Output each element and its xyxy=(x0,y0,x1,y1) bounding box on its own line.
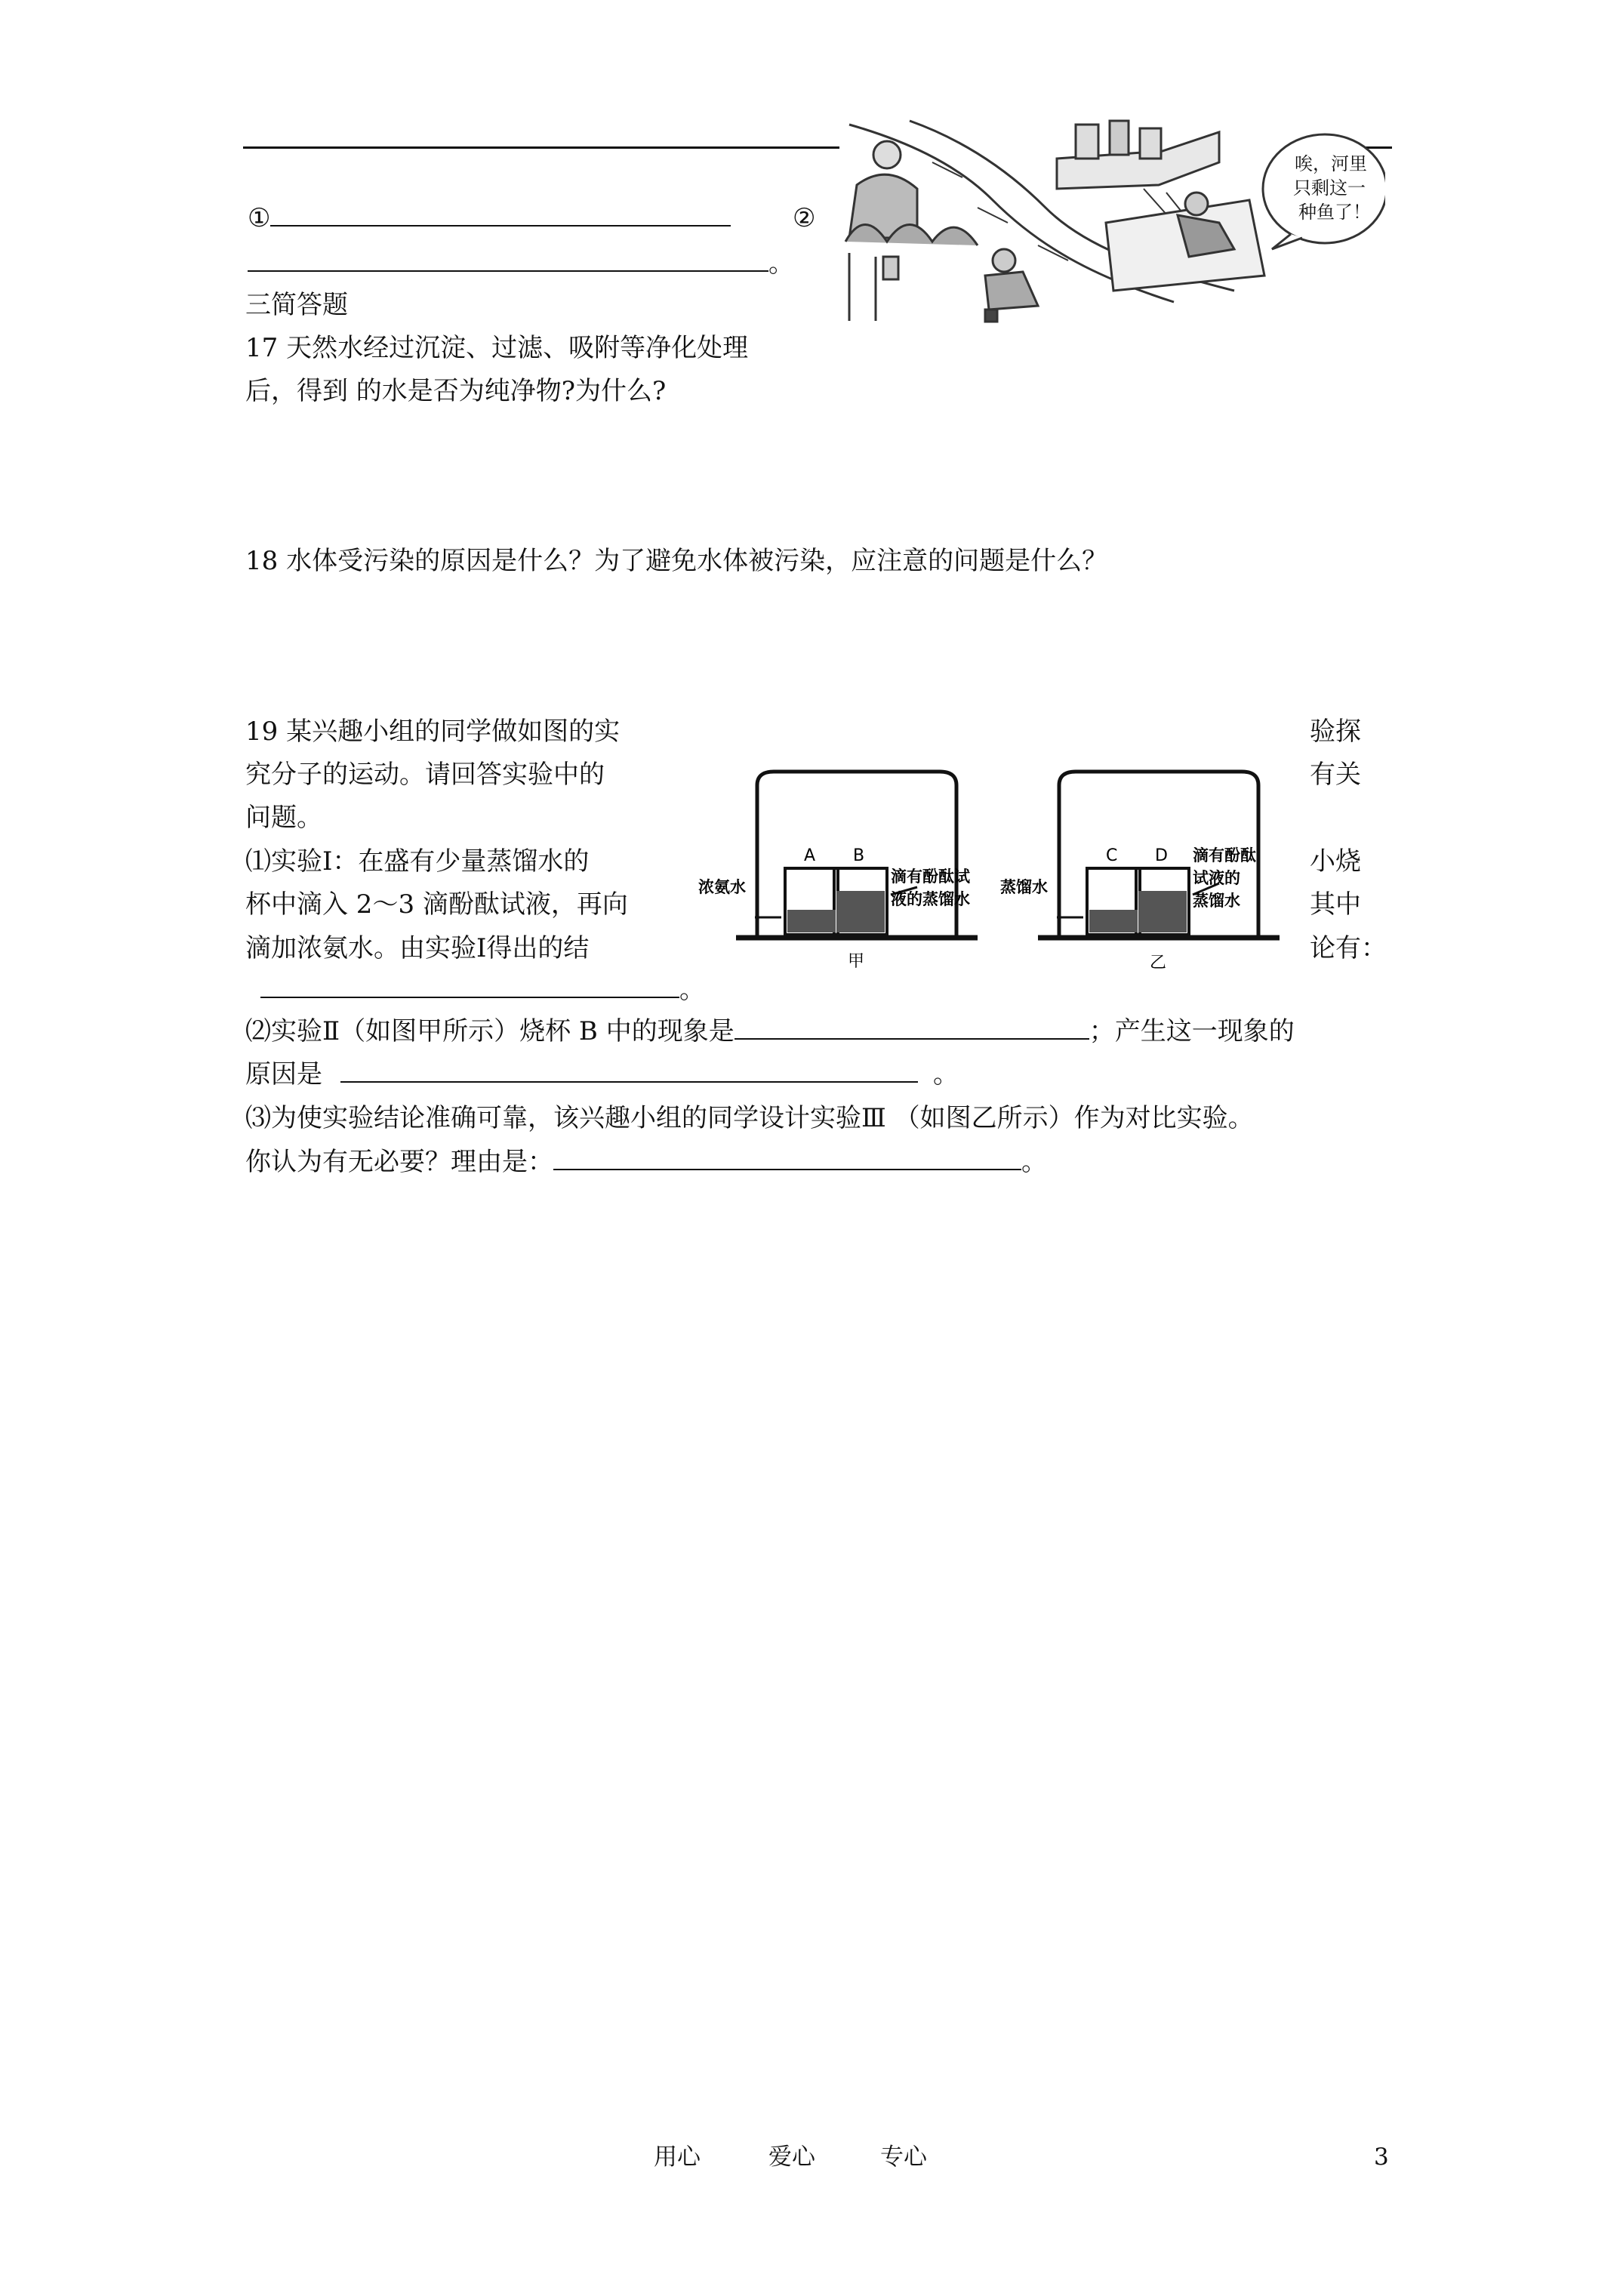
q19-l5-left: 杯中滴入 2～3 滴酚酞试液，再向 xyxy=(245,889,628,920)
blank-two[interactable] xyxy=(248,248,768,272)
q18-text: 18 水体受污染的原因是什么？为了避免水体被污染，应注意的问题是什么？ xyxy=(245,546,1108,576)
right-text-phenol-3: 蒸馏水 xyxy=(1193,892,1240,910)
q19-p2-c: 原因是 xyxy=(245,1059,322,1089)
q19-l1-left: 19 某兴趣小组的同学做如图的实 xyxy=(245,717,621,747)
q19-l7 xyxy=(260,974,705,1006)
q19-p2-d: 。 xyxy=(933,1059,959,1089)
q19-l4-right: 小烧 xyxy=(1310,846,1361,877)
blank-two-line xyxy=(248,248,794,280)
q19-l6-right: 论有： xyxy=(1310,933,1387,963)
right-text-water: 蒸馏水 xyxy=(1000,878,1048,896)
q19-conclusion-blank[interactable] xyxy=(260,974,679,998)
right-caption: 乙 xyxy=(1150,954,1167,970)
right-text-phenol-1: 滴有酚酞 xyxy=(1193,846,1256,864)
cartoon-speech-3: 种鱼了！ xyxy=(1298,202,1371,223)
q17-line2: 后，得到 的水是否为纯净物?为什么? xyxy=(245,376,667,406)
pollution-cartoon-image xyxy=(842,117,1385,325)
footer-item-1: 用心 xyxy=(654,2143,701,2171)
q19-p2-b: ；产生这一现象的 xyxy=(1089,1016,1295,1046)
q17-line1: 17 天然水经过沉淀、过滤、吸附等净化处理 xyxy=(245,333,749,363)
page-number: 3 xyxy=(1374,2143,1389,2171)
left-text-phenol-1: 滴有酚酞试 xyxy=(891,868,970,886)
beaker-a-label: A xyxy=(804,846,816,865)
q19-reason-blank[interactable] xyxy=(340,1059,918,1083)
cartoon-speech-1: 唉，河里 xyxy=(1295,153,1367,174)
q19-p3-line1: ⑶为使实验结论准确可靠，该兴趣小组的同学设计实验Ⅲ （如图乙所示）作为对比实验。 xyxy=(245,1103,1254,1133)
footer-item-2: 爱心 xyxy=(768,2143,815,2171)
section-heading: 三简答题 xyxy=(245,290,348,320)
beaker-b-label: B xyxy=(853,846,865,865)
q19-l2-left: 究分子的运动。请回答实验中的 xyxy=(245,760,605,790)
footer-item-3: 专心 xyxy=(880,2143,927,2171)
q19-l7-end: 。 xyxy=(679,975,705,1005)
q19-l3: 问题。 xyxy=(245,803,322,833)
blank-two-end: 。 xyxy=(768,248,794,279)
q19-p2-line1 xyxy=(245,1015,1295,1048)
left-text-phenol-2: 液的蒸馏水 xyxy=(891,890,970,908)
q19-l5-right: 其中 xyxy=(1310,889,1361,920)
blank-one[interactable] xyxy=(270,202,731,227)
cartoon-speech-2: 只剩这一 xyxy=(1293,177,1366,199)
q19-p3-line2 xyxy=(245,1146,1047,1179)
blank-two-marker: ② xyxy=(793,203,816,233)
blank-one-marker: ① xyxy=(248,203,271,233)
q19-l1-right: 验探 xyxy=(1310,717,1361,747)
q19-l6-left: 滴加浓氨水。由实验Ⅰ得出的结 xyxy=(245,933,590,963)
q19-p3-b: 你认为有无必要？理由是： xyxy=(245,1147,553,1177)
experiment-figure xyxy=(698,763,1393,970)
header-rule-left xyxy=(243,146,839,149)
blank-one-line xyxy=(248,202,731,235)
left-text-ammonia: 浓氨水 xyxy=(698,878,746,896)
beaker-d-label: D xyxy=(1155,846,1168,865)
beaker-c-label: C xyxy=(1106,846,1118,865)
q19-phenomenon-blank[interactable] xyxy=(735,1015,1089,1040)
q19-p2-line2 xyxy=(245,1059,959,1091)
q19-p2-a: ⑵实验Ⅱ（如图甲所示）烧杯 B 中的现象是 xyxy=(245,1016,735,1046)
q19-l2-right: 有关 xyxy=(1310,760,1361,790)
q19-p3-c: 。 xyxy=(1021,1147,1047,1177)
right-text-phenol-2: 试液的 xyxy=(1193,869,1240,887)
q19-necessity-blank[interactable] xyxy=(553,1146,1021,1170)
left-caption: 甲 xyxy=(848,952,865,970)
q19-l4-left: ⑴实验Ⅰ：在盛有少量蒸馏水的 xyxy=(245,846,590,877)
